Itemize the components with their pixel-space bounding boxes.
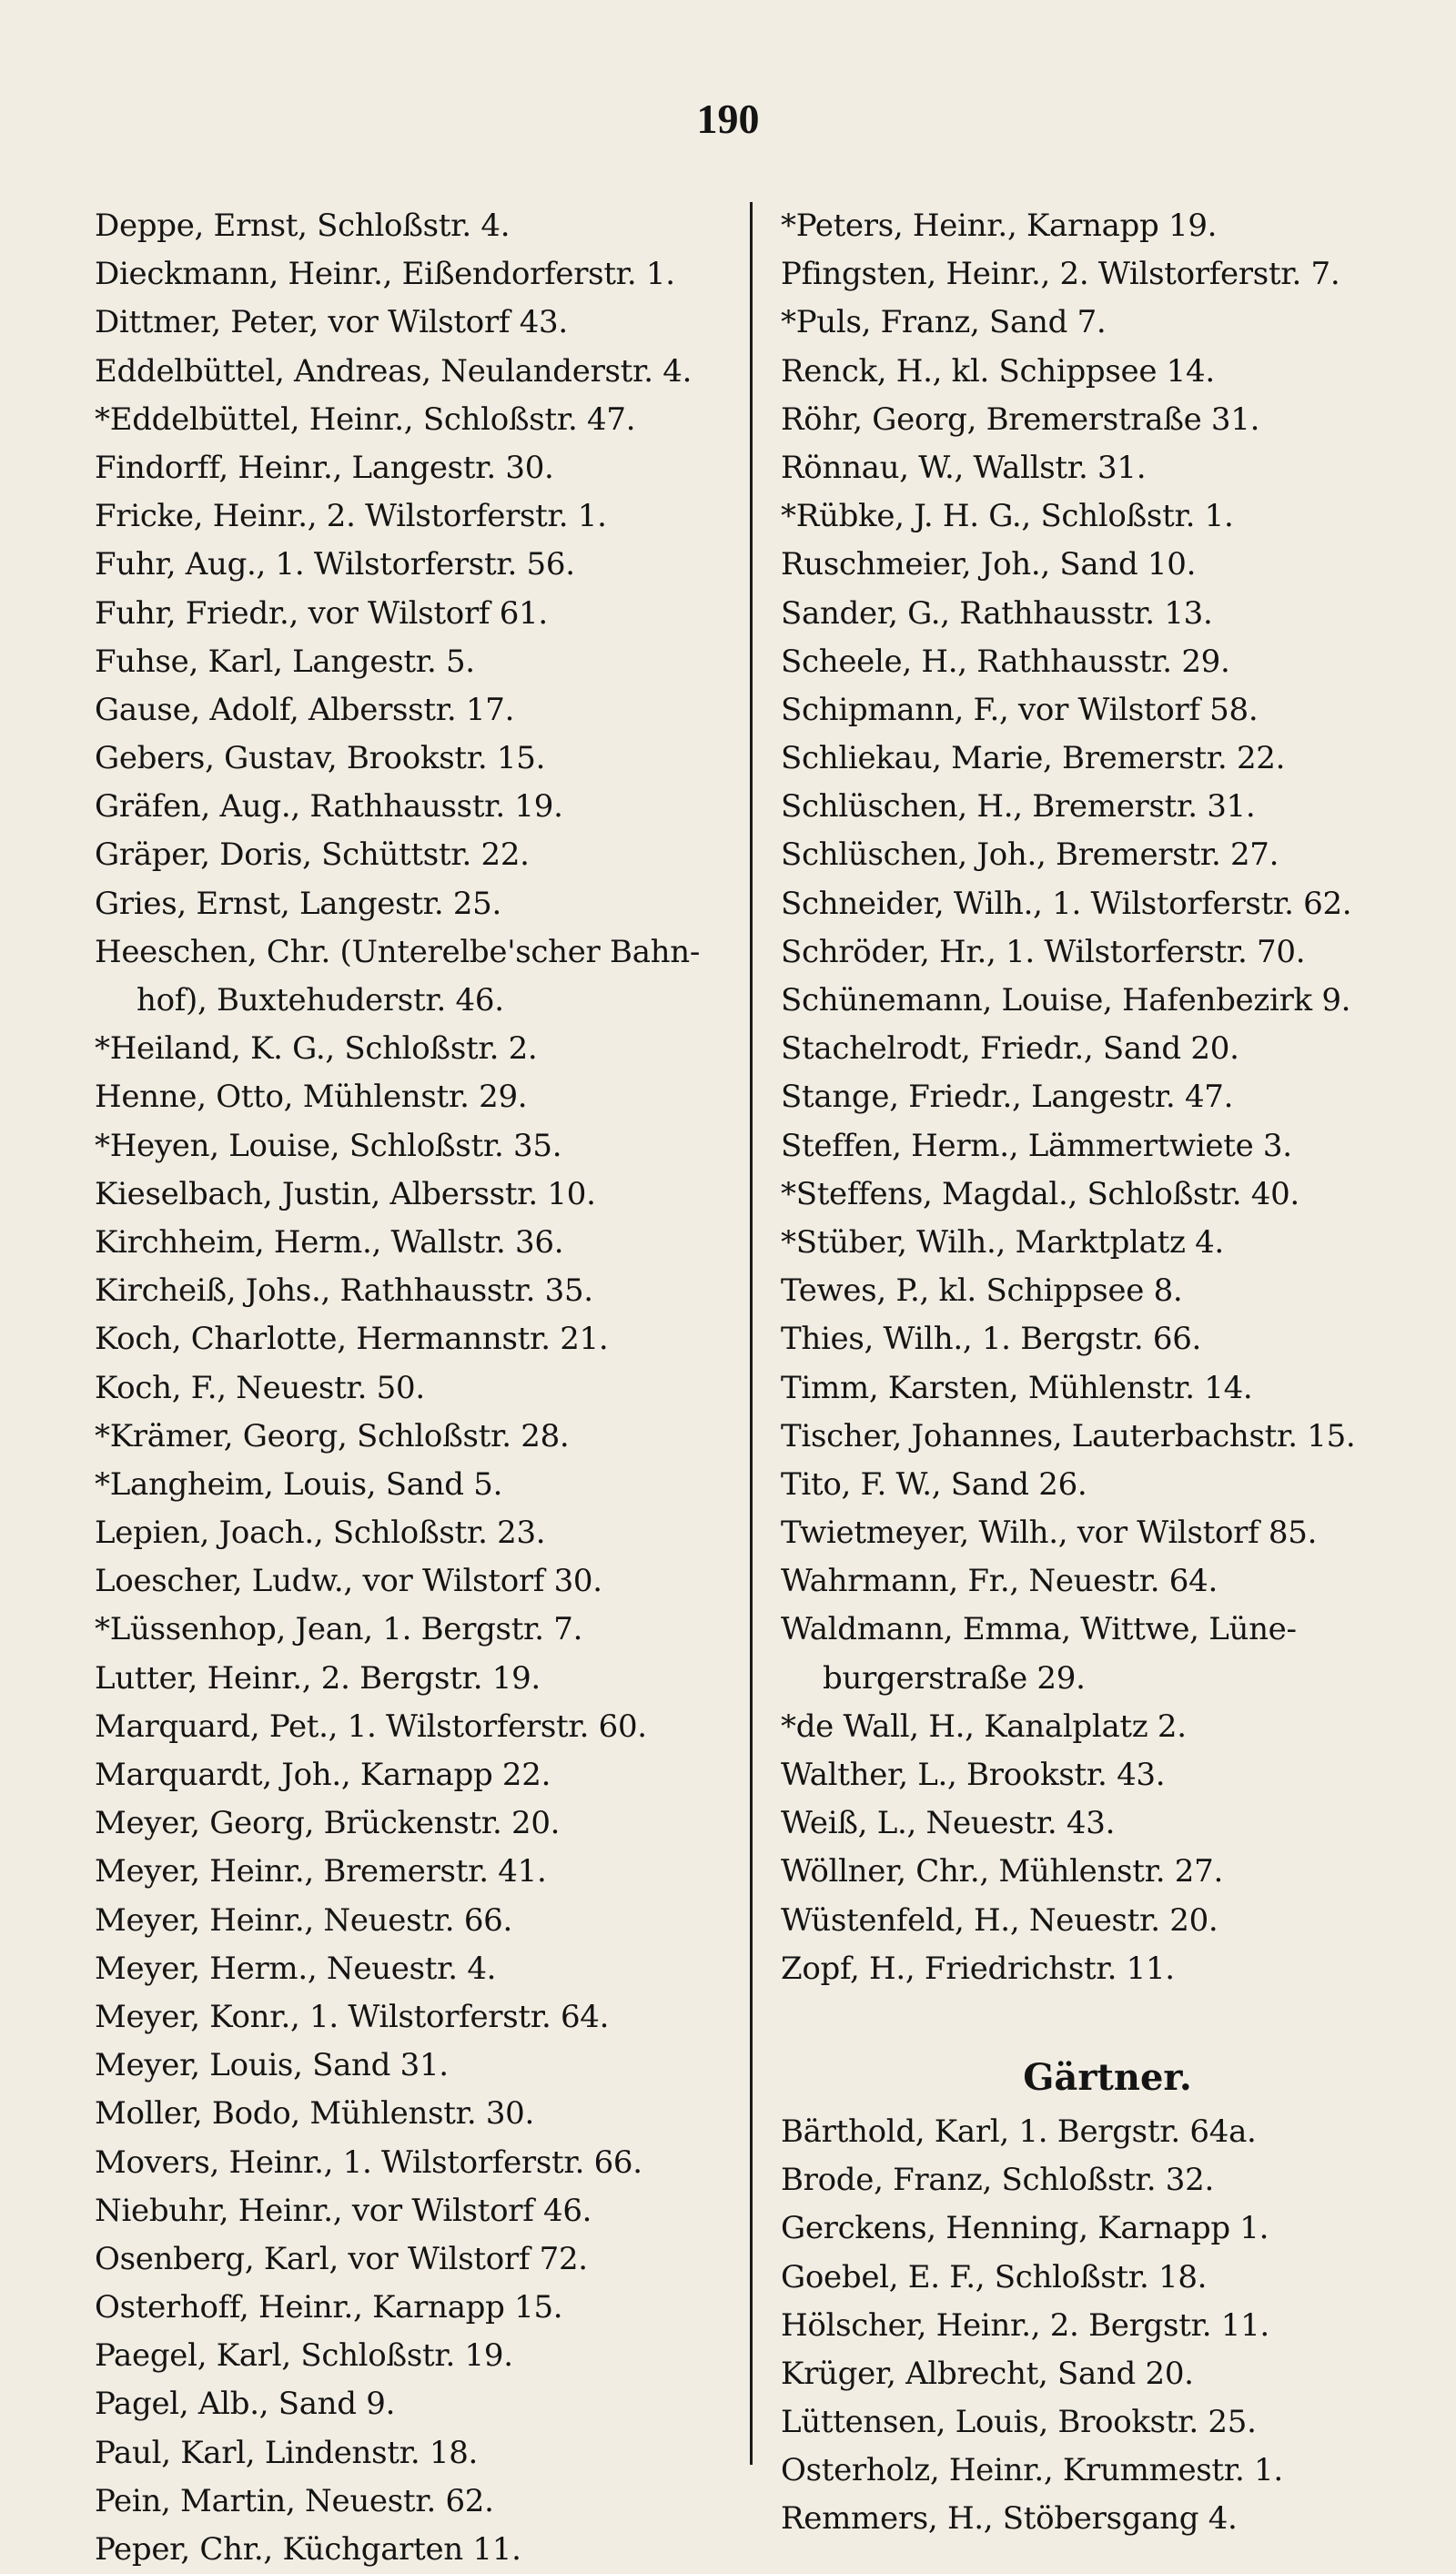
directory-entry: Tewes, P., kl. Schippsee 8. [781,1272,1183,1310]
directory-entry: Gräfen, Aug., Rathhausstr. 19. [95,788,563,826]
directory-entry: Gräper, Doris, Schüttstr. 22. [95,836,530,874]
directory-entry: Fricke, Heinr., 2. Wilstorferstr. 1. [95,498,607,535]
directory-entry: *Stüber, Wilh., Marktplatz 4. [781,1223,1224,1261]
directory-entry: Marquard, Pet., 1. Wilstorferstr. 60. [95,1708,647,1745]
directory-entry-wrapped [95,928,741,1025]
directory-entry: *Eddelbüttel, Heinr., Schloßstr. 47. [95,400,636,438]
directory-entry: Koch, F., Neuestr. 50. [95,1369,425,1406]
directory-entry: Henne, Otto, Mühlenstr. 29. [95,1079,528,1116]
directory-entry: Meyer, Heinr., Neuestr. 66. [95,1901,512,1939]
directory-entry: Koch, Charlotte, Hermannstr. 21. [95,1321,609,1358]
directory-entry: Wüstenfeld, H., Neuestr. 20. [781,1901,1218,1939]
directory-entry: Kirchheim, Herm., Wallstr. 36. [95,1223,564,1261]
directory-entry: Steffen, Herm., Lämmertwiete 3. [781,1127,1292,1164]
directory-entry: *Puls, Franz, Sand 7. [781,304,1107,341]
entry-first-line: Waldmann, Emma, Wittwe, Lüne- [781,1611,1297,1648]
directory-entry: Röhr, Georg, Bremerstraße 31. [781,400,1260,438]
directory-entry: Brode, Franz, Schloßstr. 32. [781,2162,1214,2199]
directory-entry: Lepien, Joach., Schloßstr. 23. [95,1515,546,1552]
directory-entry: Fuhr, Friedr., vor Wilstorf 61. [95,594,548,632]
left-column [95,202,741,2574]
directory-entry: Fuhse, Karl, Langestr. 5. [95,643,475,680]
directory-entry: Gebers, Gustav, Brookstr. 15. [95,740,546,777]
directory-entry: Osterhoff, Heinr., Karnapp 15. [95,2289,563,2326]
directory-entry: Bärthold, Karl, 1. Bergstr. 64a. [781,2113,1257,2150]
directory-entry: Peper, Chr., Küchgarten 11. [95,2531,521,2569]
entry-continuation: burgerstraße 29. [823,1659,1086,1697]
directory-entry: *Steffens, Magdal., Schloßstr. 40. [781,1175,1299,1212]
directory-entry: Twietmeyer, Wilh., vor Wilstorf 85. [781,1515,1318,1552]
directory-entry: Wöllner, Chr., Mühlenstr. 27. [781,1853,1223,1890]
directory-entry: Wahrmann, Fr., Neuestr. 64. [781,1563,1218,1600]
left-entries-b [95,1025,741,2574]
directory-entry: Osenberg, Karl, vor Wilstorf 72. [95,2240,588,2277]
directory-entry: Stange, Friedr., Langestr. 47. [781,1079,1234,1116]
directory-entry: Kircheiß, Johs., Rathhausstr. 35. [95,1272,593,1310]
directory-entry: Niebuhr, Heinr., vor Wilstorf 46. [95,2192,592,2229]
directory-entry: Kieselbach, Justin, Albersstr. 10. [95,1175,596,1212]
directory-entry: Hölscher, Heinr., 2. Bergstr. 11. [781,2306,1269,2344]
directory-entry: Sander, G., Rathhausstr. 13. [781,594,1213,632]
directory-entry: Gries, Ernst, Langestr. 25. [95,885,502,922]
directory-entry: Schliekau, Marie, Bremerstr. 22. [781,740,1286,777]
directory-entry: *Langheim, Louis, Sand 5. [95,1465,503,1503]
gaertner-entries [781,2108,1434,2544]
entry-first-line: Heeschen, Chr. (Unterelbe'scher Bahn- [95,933,701,970]
directory-entry: Meyer, Heinr., Bremerstr. 41. [95,1853,547,1890]
directory-entry: Schneider, Wilh., 1. Wilstorferstr. 62. [781,885,1352,922]
right-column [781,202,1434,2544]
directory-entry: Osterholz, Heinr., Krummestr. 1. [781,2452,1283,2489]
directory-entry: Thies, Wilh., 1. Bergstr. 66. [781,1321,1202,1358]
directory-entry: Schlüschen, H., Bremerstr. 31. [781,788,1256,826]
directory-entry: Fuhr, Aug., 1. Wilstorferstr. 56. [95,546,575,583]
directory-entry: Dieckmann, Heinr., Eißendorferstr. 1. [95,256,675,293]
directory-entry: Tito, F. W., Sand 26. [781,1465,1087,1503]
directory-entry: Meyer, Louis, Sand 31. [95,2047,449,2084]
directory-entry: Paegel, Karl, Schloßstr. 19. [95,2337,513,2375]
directory-entry: Rönnau, W., Wallstr. 31. [781,449,1147,486]
directory-entry: Dittmer, Peter, vor Wilstorf 43. [95,304,568,341]
directory-entry: Gerckens, Henning, Karnapp 1. [781,2210,1269,2247]
directory-entry: Pein, Martin, Neuestr. 62. [95,2482,494,2519]
column-divider [750,202,753,2465]
directory-entry: Remmers, H., Stöbersgang 4. [781,2500,1238,2538]
directory-entry: Schröder, Hr., 1. Wilstorferstr. 70. [781,933,1306,970]
directory-entry: Marquardt, Joh., Karnapp 22. [95,1757,551,1794]
directory-entry: Goebel, E. F., Schloßstr. 18. [781,2258,1208,2295]
directory-entry: *Peters, Heinr., Karnapp 19. [781,208,1218,244]
directory-entry: Stachelrodt, Friedr., Sand 20. [781,1030,1239,1068]
directory-entry: Krüger, Albrecht, Sand 20. [781,2355,1194,2392]
directory-entry: Movers, Heinr., 1. Wilstorferstr. 66. [95,2143,642,2181]
directory-entry: Meyer, Herm., Neuestr. 4. [95,1950,497,1987]
directory-entry: *Heyen, Louise, Schloßstr. 35. [95,1127,562,1164]
directory-entry: Timm, Karsten, Mühlenstr. 14. [781,1369,1253,1406]
directory-entry: Pagel, Alb., Sand 9. [95,2386,396,2423]
directory-entry: Pfingsten, Heinr., 2. Wilstorferstr. 7. [781,256,1340,293]
directory-entry: Paul, Karl, Lindenstr. 18. [95,2434,479,2471]
directory-entry-wrapped [781,1606,1434,1702]
directory-entry: *Lüssenhop, Jean, 1. Bergstr. 7. [95,1611,583,1648]
directory-entry: Weiß, L., Neuestr. 43. [781,1805,1116,1842]
entry-continuation: hof), Buxtehuderstr. 46. [136,982,504,1019]
directory-entry: *Heiland, K. G., Schloßstr. 2. [95,1030,538,1068]
directory-entry: Scheele, H., Rathhausstr. 29. [781,643,1230,680]
directory-entry: Loescher, Ludw., vor Wilstorf 30. [95,1563,602,1600]
page-number: 190 [696,96,760,142]
directory-entry: Walther, L., Brookstr. 43. [781,1757,1166,1794]
directory-entry: Eddelbüttel, Andreas, Neulanderstr. 4. [95,352,693,390]
left-entries-a [95,202,741,928]
directory-entry: Renck, H., kl. Schippsee 14. [781,352,1215,390]
directory-entry: Schlüschen, Joh., Bremerstr. 27. [781,836,1279,874]
directory-entry: *Krämer, Georg, Schloßstr. 28. [95,1417,570,1454]
directory-entry: Meyer, Konr., 1. Wilstorferstr. 64. [95,1998,610,2035]
directory-entry: *Rübke, J. H. G., Schloßstr. 1. [781,498,1234,535]
directory-entry: Schipmann, F., vor Wilstorf 58. [781,691,1259,728]
right-entries-b [781,1703,1434,1993]
directory-entry: Moller, Bodo, Mühlenstr. 30. [95,2095,535,2133]
directory-entry: Deppe, Ernst, Schloßstr. 4. [95,208,511,244]
directory-entry: Tischer, Johannes, Lauterbachstr. 15. [781,1417,1356,1454]
directory-entry: Zopf, H., Friedrichstr. 11. [781,1950,1175,1987]
directory-entry: *de Wall, H., Kanalplatz 2. [781,1708,1187,1745]
directory-entry: Lüttensen, Louis, Brookstr. 25. [781,2404,1257,2441]
directory-entry: Gause, Adolf, Albersstr. 17. [95,691,515,728]
directory-entry: Ruschmeier, Joh., Sand 10. [781,546,1197,583]
directory-entry: Findorff, Heinr., Langestr. 30. [95,449,554,486]
right-entries-a [781,202,1434,1606]
section-spacer [781,1993,1434,2048]
directory-entry: Meyer, Georg, Brückenstr. 20. [95,1805,561,1842]
section-heading-gaertner: Gärtner. [1023,2055,1192,2099]
directory-entry: Schünemann, Louise, Hafenbezirk 9. [781,982,1351,1018]
directory-entry: Lutter, Heinr., 2. Bergstr. 19. [95,1659,541,1697]
